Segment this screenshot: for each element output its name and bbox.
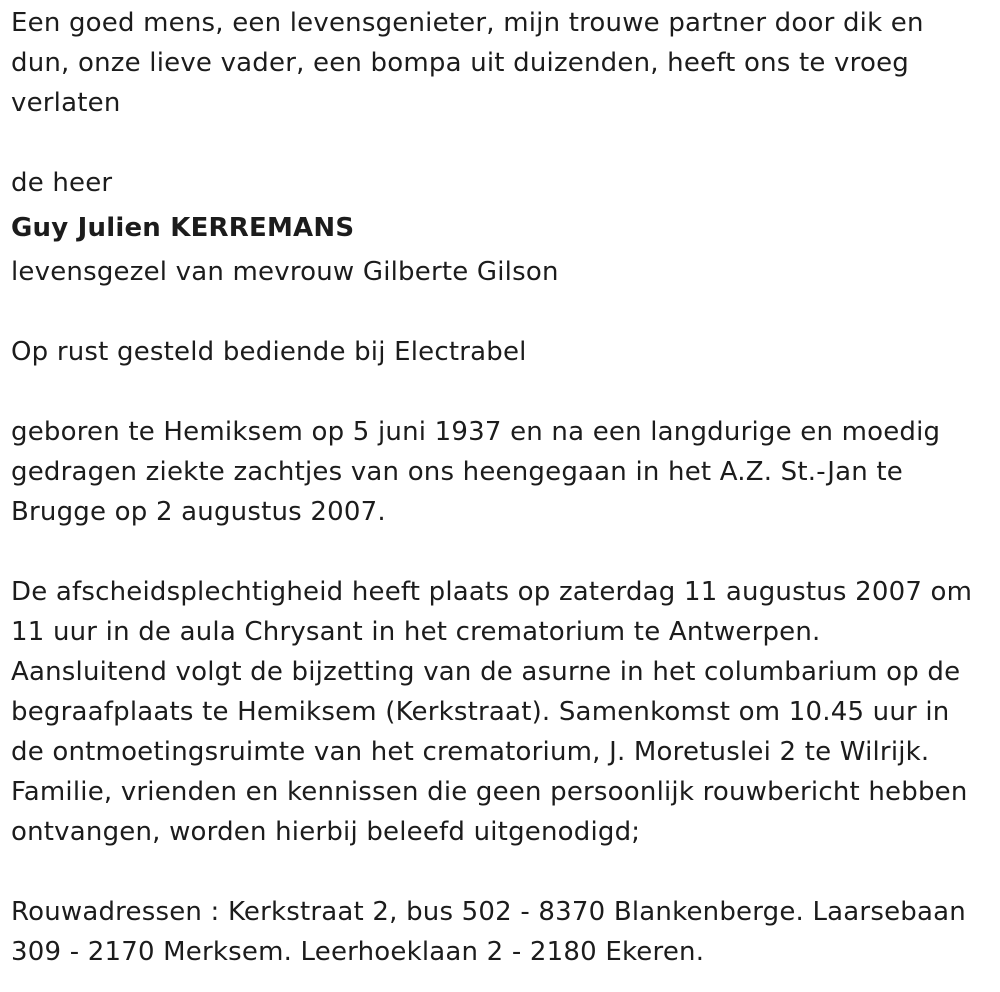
intro-paragraph: Een goed mens, een levensgenieter, mijn trouwe partner door dik en dun, onze lieve vader, een bompa uit duizenden, heeft ons te vroeg verlaten <box>11 8 924 118</box>
birth-death-paragraph: geboren te Hemiksem op 5 juni 1937 en na een langdurige en moedig gedragen ziekte zachtjes van ons heengegaan in het A.Z. St.-Jan te Brugge op 2 augustus 2007. <box>11 417 941 527</box>
deceased-name: Guy Julien KERREMANS <box>11 213 355 243</box>
obituary-notice <box>11 3 991 972</box>
honorific: de heer <box>11 168 113 198</box>
spacer <box>11 292 991 332</box>
spacer <box>11 532 991 572</box>
occupation-line: Op rust gesteld bediende bij Electrabel <box>11 337 527 367</box>
relation-line: levensgezel van mevrouw Gilberte Gilson <box>11 257 559 287</box>
ceremony-paragraph: De afscheidsplechtigheid heeft plaats op zaterdag 11 augustus 2007 om 11 uur in de aula Chrysant in het crematorium te Antwerpen. Aansluitend volgt de bijzetting van de asurne in het columbarium op de begraafplaats te Hemiksem (Kerkstraat). Samenkomst om 10.45 uur in de ontmoetingsruimte van het crematorium, J. Moretuslei 2 te Wilrijk. Familie, vrienden en kennissen die geen persoonlijk rouwbericht hebben ontvangen, worden hierbij beleefd uitgenodigd; <box>11 577 973 847</box>
addresses-paragraph: Rouwadressen : Kerkstraat 2, bus 502 - 8370 Blankenberge. Laarsebaan 309 - 2170 Merksem. Leerhoeklaan 2 - 2180 Ekeren. <box>11 897 966 967</box>
spacer <box>11 852 991 892</box>
spacer <box>11 372 991 412</box>
spacer <box>11 123 991 163</box>
